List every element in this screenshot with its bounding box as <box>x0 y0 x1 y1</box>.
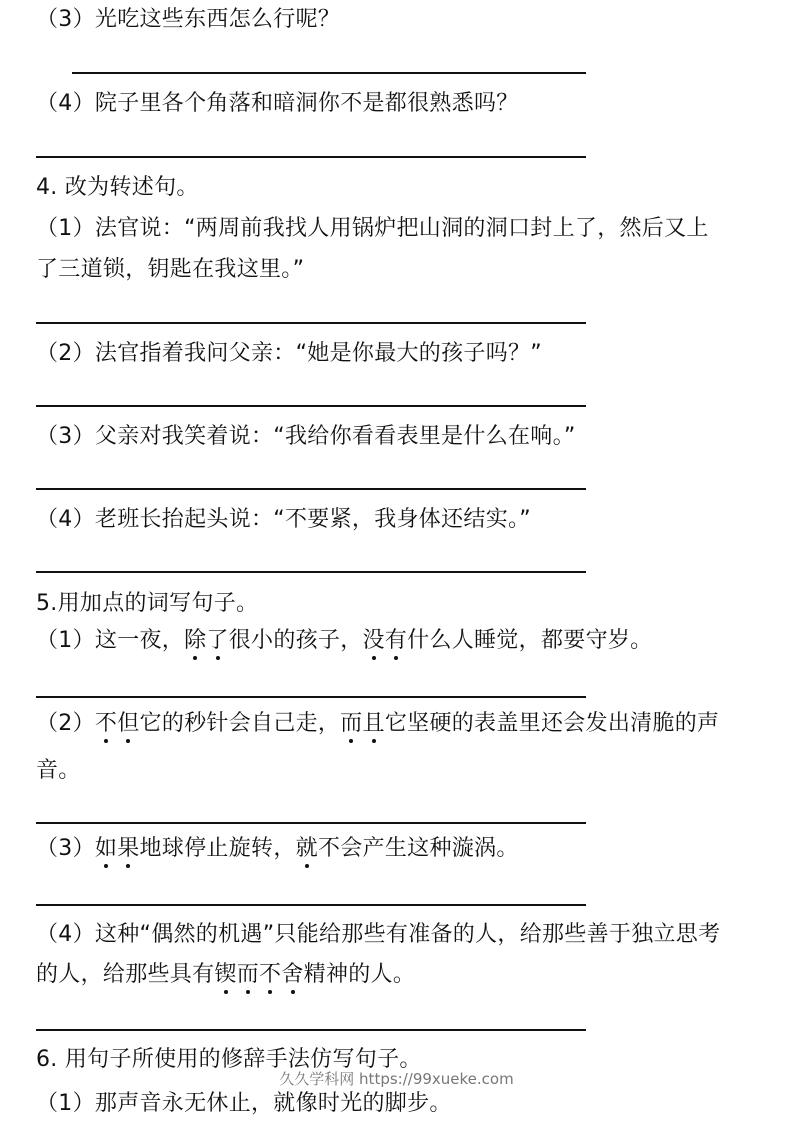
emphasis-dot-char: 没 <box>362 628 385 653</box>
answer-line-4-1 <box>36 322 586 324</box>
question-3-3: （3）光吃这些东西怎么行呢？ <box>36 7 341 32</box>
question-4-1-line2: 了三道锁，钥匙在我这里。” <box>36 257 305 282</box>
answer-line-5-1 <box>36 696 586 698</box>
question-5-3-text: 不会产生这种漩涡。 <box>317 836 519 861</box>
question-5-1-text: 什么人睡觉，都要守岁。 <box>407 628 653 653</box>
answer-line-5-3 <box>36 904 586 906</box>
answer-line-5-2 <box>36 822 586 824</box>
question-5-3-text: 地球停止旋转， <box>139 836 296 861</box>
question-5-2-line1 <box>36 711 719 737</box>
question-5-2-line2: 音。 <box>36 758 81 783</box>
answer-line-4-4 <box>36 571 586 573</box>
emphasis-dot-char: 了 <box>206 628 229 653</box>
answer-line-3-3 <box>72 72 586 74</box>
dotted-word <box>184 628 229 653</box>
emphasis-dot-char: 果 <box>117 836 140 861</box>
answer-line-4-2 <box>36 405 586 407</box>
question-6-1: （1）那声音永无休止，就像时光的脚步。 <box>36 1091 452 1116</box>
emphasis-dot-char: 锲 <box>214 962 237 987</box>
question-5-2-text: （2） <box>36 711 95 736</box>
emphasis-dot-char: 但 <box>117 711 140 736</box>
answer-line-5-4 <box>36 1029 586 1031</box>
question-4-2: （2）法官指着我问父亲：“她是你最大的孩子吗？” <box>36 341 542 366</box>
question-5-2-text: 它的秒针会自己走， <box>139 711 341 736</box>
question-5-4-text: 的人，给那些具有 <box>36 962 215 987</box>
dotted-word <box>296 836 318 861</box>
emphasis-dot-char: 除 <box>184 628 207 653</box>
emphasis-dot-char: 有 <box>384 628 408 653</box>
question-5-4-line1: （4）这种“偶然的机遇”只能给那些有准备的人，给那些善于独立思考 <box>36 922 721 947</box>
dotted-word <box>95 836 140 861</box>
emphasis-dot-char: 而 <box>236 962 260 987</box>
question-5-1 <box>36 628 652 654</box>
dotted-word <box>95 711 140 736</box>
question-4-1-line1: （1）法官说：“两周前我找人用锅炉把山洞的洞口封上了，然后又上 <box>36 216 709 241</box>
emphasis-dot-char: 且 <box>362 711 385 736</box>
question-5-4-line2 <box>36 962 415 988</box>
question-3-4: （4）院子里各个角落和暗洞你不是都很熟悉吗？ <box>36 91 519 116</box>
section-6-heading: 6. 用句子所使用的修辞手法仿写句子。 <box>36 1047 422 1072</box>
answer-line-4-3 <box>36 488 586 490</box>
section-5-heading: 5.用加点的词写句子。 <box>36 591 259 616</box>
answer-line-3-4 <box>36 156 586 158</box>
question-5-4-text: 精神的人。 <box>303 962 416 987</box>
watermark: 久久学科网 https://99xueke.com <box>279 1070 514 1088</box>
question-5-3-text: （3） <box>36 836 95 861</box>
section-4-heading: 4. 改为转述句。 <box>36 175 199 200</box>
question-5-2-text: 它坚硬的表盖里还会发出清脆的声 <box>384 711 720 736</box>
question-5-1-text: （1）这一夜， <box>36 628 185 653</box>
dotted-word <box>363 628 408 653</box>
emphasis-dot-char: 如 <box>94 836 118 861</box>
question-4-4: （4）老班长抬起头说：“不要紧，我身体还结实。” <box>36 507 531 532</box>
dotted-word <box>214 962 303 987</box>
emphasis-dot-char: 不 <box>259 962 282 987</box>
question-4-3: （3）父亲对我笑着说：“我给你看看表里是什么在响。” <box>36 424 576 449</box>
emphasis-dot-char: 舍 <box>281 962 304 987</box>
question-5-3 <box>36 836 519 862</box>
emphasis-dot-char: 就 <box>295 836 318 861</box>
question-5-1-text: 很小的孩子， <box>228 628 363 653</box>
emphasis-dot-char: 而 <box>340 711 363 736</box>
emphasis-dot-char: 不 <box>94 711 118 736</box>
dotted-word <box>340 711 385 736</box>
